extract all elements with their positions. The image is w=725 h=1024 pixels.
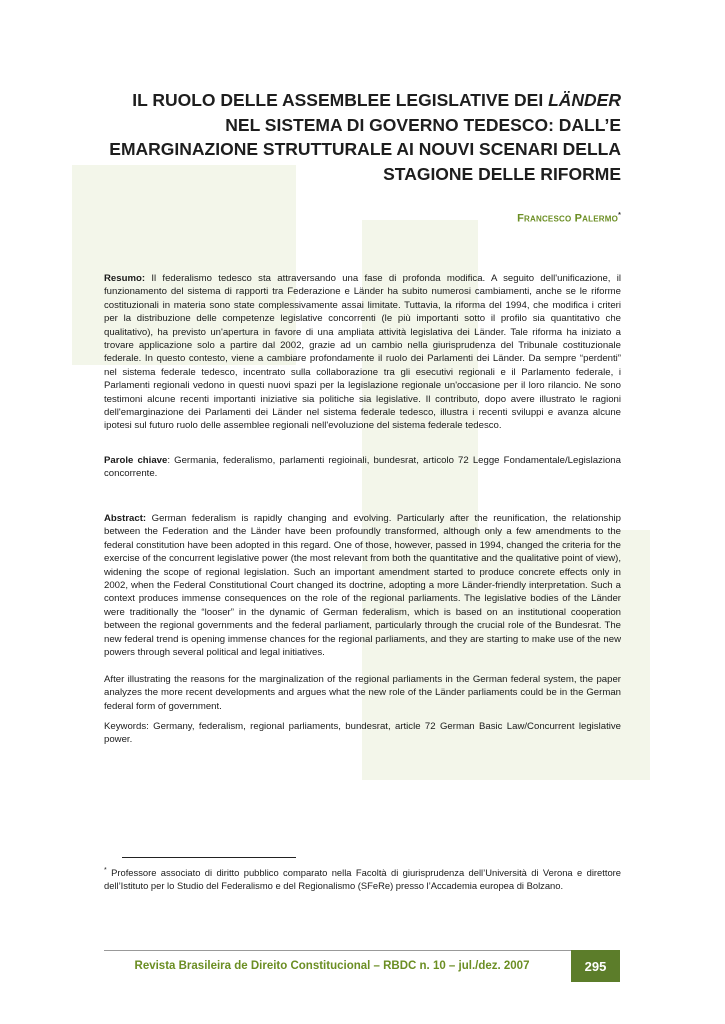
resumo-paragraph: Resumo: Il federalismo tedesco sta attraversando una fase di profonda modifica. A seguito dell'unificazione, il funzionamento del sistema di rapporti tra Federazione e Länder ha subito numerosi cambiamenti, anche se le riforme costituzionali in materia sono state complessivamente assai limitate. Tuttavia, la riforma del 1994, che modifica i criteri per la distribuzione delle competenze legislative concorrenti (le più importanti sotto il profilo sia quantitativo che qualitativo), ha previsto un'apertura in favore di una ampliata attività legislativa dei Länder. Tale riforma ha iniziato a trovare applicazione solo a partire dal 2002, grazie ad un cambio nella giurisprudenza del Tribunale costituzionale federale. In questo contesto, viene a cambiare profondamente il ruolo dei Parlamenti dei Länder. Da sempre “perdenti” nel sistema federale tedesco, incentrato sulla collaborazione tra gli esecutivi regionali e il Parlamento federale, i Parlamenti regionali vedono in questi nuovi spazi per la legislazione regionale un'occasione per il loro rilancio. Ne sono testimoni alcune recenti importanti iniziative sia politiche sia legislative. Il contributo, dopo avere illustrato le ragioni dell'emarginazione dei Parlamenti dei Länder nel sistema federale tedesco, illustra i recenti sviluppi e avanza alcune ipotesi sul futuro ruolo delle assemblee regionali nell'evoluzione del sistema federale tedesco. <box>104 273 621 432</box>
abstract-paragraph-2: After illustrating the reasons for the marginalization of the regional parliaments in the German federal system, the paper analyzes the more recent developments and argues what the new role of the Länder parliaments could be in the German federal form of government. <box>104 674 621 712</box>
author-footnote: * Professore associato di diritto pubblico comparato nella Facoltà di giurisprudenza dell’Università di Verona e direttore dell’Istituto per lo Studio del Federalismo e del Regionalismo (SFeRe) presso l’Accademia europea di Bolzano. <box>104 867 621 892</box>
journal-citation: Revista Brasileira de Direito Constitucional – RBDC n. 10 – jul./dez. 2007 <box>134 960 530 972</box>
footnote-divider <box>122 857 296 858</box>
page-number: 295 <box>571 950 620 982</box>
author-name: Francesco Palermo* <box>517 212 621 225</box>
article-title: IL RUOLO DELLE ASSEMBLEE LEGISLATIVE DEI LÄNDER NEL SISTEMA DI GOVERNO TEDESCO: DALL’E EMARGINAZIONE STRUTTURALE AI NOUVI SCENARI DELLA STAGIONE DELLE RIFORME <box>109 90 621 184</box>
keywords-paragraph: Keywords: Germany, federalism, regional parliaments, bundesrat, article 72 German Basic Law/Concurrent legislative power. <box>104 721 621 746</box>
abstract-paragraph: Abstract: German federalism is rapidly changing and evolving. Particularly after the reunification, the relationship between the Federation and the Länder have been profoundly transformed, although only a few amendments to the federal constitution have been adopted in this regard. One of those, however, passed in 1994, changed the criteria for the exercise of the concurrent legislative power (the most relevant from both the quantitative and the qualitative point of view), widening the scope of regional legislation. Such an important amendment started to produce concrete effects only in 2002, when the Federal Constitutional Court changed its doctrine, adopting a more Länder-friendly interpretation. Such a context produces immense consequences on the role of the regional parliaments. The legislative bodies of the Länder were traditionally the “looser” in the dynamic of German federalism, which is based on an institutional cooperation between the regional governments and the federal parliament, particularly through the crucial role of the Bundesrat. The new federal trend is opening immense chances for the regional parliaments, and they are starting to make use of the new powers through several political and legal initiatives. <box>104 513 621 659</box>
footer-divider <box>104 950 619 951</box>
parole-chiave-paragraph: Parole chiave: Germania, federalismo, parlamenti regioinali, bundesrat, articolo 72 Legge Fondamentale/Legislaziona concorrente. <box>104 455 621 480</box>
